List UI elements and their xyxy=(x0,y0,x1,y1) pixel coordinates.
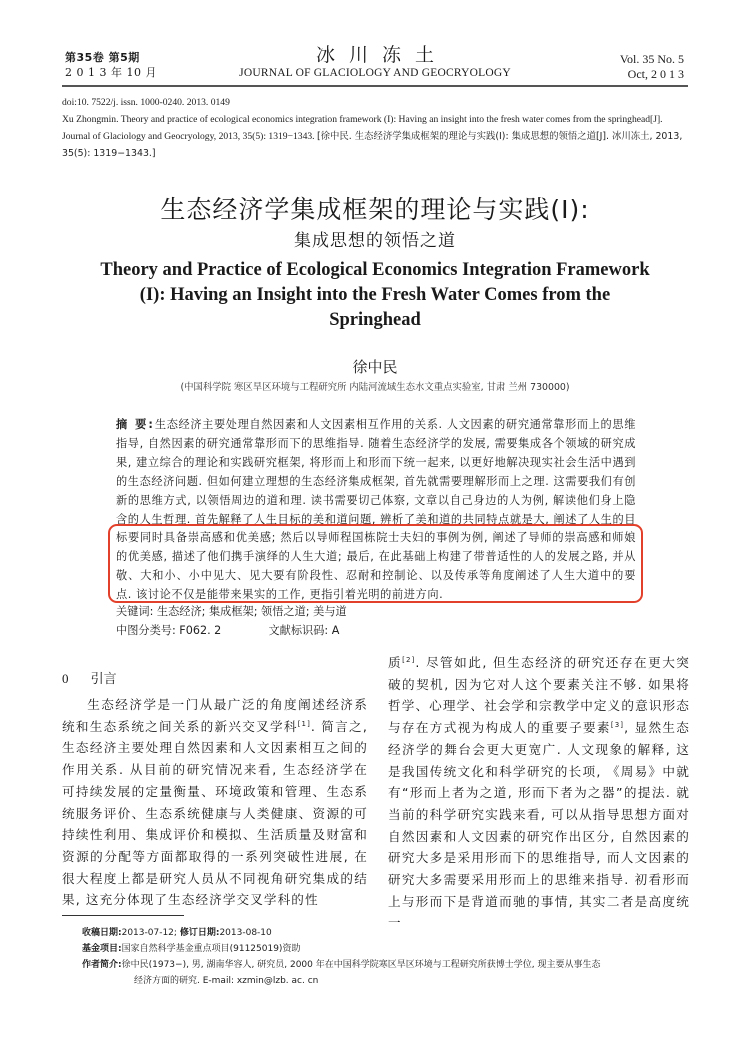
journal-title-en: JOURNAL OF GLACIOLOGY AND GEOCRYOLOGY xyxy=(239,67,511,79)
revised-label: 修订日期: xyxy=(179,928,220,938)
footnote xyxy=(82,925,692,989)
issue-date: 2 0 1 3 年 10 月 xyxy=(65,66,157,79)
bio-text: 徐中民(1973−), 男, 湖南华容人, 研究员, 2000 年在中国科学院寒区旱区环境与工程研究所获博士学位, 现主要从事生态 xyxy=(121,960,601,970)
volume-info-en xyxy=(620,52,684,82)
revised-date: 2013-08-10 xyxy=(219,928,272,938)
volume-issue: 第35卷 第5期 xyxy=(65,51,140,64)
section-title: 引言 xyxy=(90,672,117,687)
body-text: . 简言之, 生态经济主要处理自然因素和人文因素相互之间的作用关系. 从目前的研究情况来看, 生态经济学在可持续发展的定量衡量、环境政策和管理、生态系统服务评价、生态系统健康与人类健康、资源的可持续性利用、集成评价和模拟、生活质量及财富和资源的分配等方面都取得的一系列突破性进展, 在很大程度上都是研究人员从不同视角研究集成的结果, 这充分体现了生态经济学交叉学科的性 xyxy=(62,718,368,908)
section-heading xyxy=(62,668,117,687)
issue-info xyxy=(65,50,157,80)
clc-label: 中图分类号: xyxy=(116,624,176,637)
journal-masthead xyxy=(200,44,550,80)
doc-code-label: 文献标识码: xyxy=(268,624,329,637)
clc-value: F062. 2 xyxy=(179,624,222,637)
subtitle-cn: 集成思想的领悟之道 xyxy=(294,231,456,251)
citation-cn: [徐中民. 生态经济学集成框架的理论与实践(I): 集成思想的领悟之道[J]. 冰川冻土, 2013, 35(5): 1319−1343.] xyxy=(62,131,683,159)
citation-block xyxy=(62,94,692,162)
citation-en: Xu Zhongmin. Theory and practice of ecological economics integration framework (I): Having an insight into the fresh water comes from the springhead[J]. Journal of Glaciology and Geocryology, 2013, 35(5): 1319−1343. xyxy=(62,114,663,142)
reference-link[interactable]: [2] xyxy=(402,655,416,664)
journal-title-cn: 冰川冻土 xyxy=(315,44,448,66)
body-text: 质 xyxy=(388,655,403,670)
body-text: 生态经济学是一门从最广泛的角度阐述经济系统和生态系统之间关系的新兴交叉学科 xyxy=(62,697,368,734)
abstract-text: 生态经济主要处理自然因素和人文因素相互作用的关系. 人文因素的研究通常靠形而上的思维指导, 自然因素的研究通常靠形而下的思维指导. 随着生态经济学的发展, 需要集成各个领域的研究成果, 建立综合的理论和实践研究框架, 将形而上和形而下统一起来, 以更好地解决现实社会生活中遇到的生态经济问题. 但如何建立理想的生态经济集成框架, 首先就需要理解形而上之理. 这需要我们有创新的思维方式, 以领悟周边的道和理. 读书需要切己体察, 文章以自己身边的人为例, 解读他们身上隐含的人生哲理. 首先解释了人生目标的美和道问题, 辨析了美和道的共同特点就是大, 阐述了人生的目标要同时具备崇高感和优美感; 然后以导师程国栋院士夫妇的事例为例, 阐述了导师的崇高感和师娘的优美感, 描述了他们携手演绎的人生大道; 最后, 在此基础上构建了带普适性的人的发展之路, 并从敬、大和小、小中见大、见大要有阶段性、忍耐和控制论、以及传承等角度阐述了人生大道中的要点. 该讨论不仅是能带来果实的工作, 更指引着光明的前进方向. xyxy=(116,418,637,602)
body-column-right xyxy=(388,652,690,934)
keywords-label: 关键词: xyxy=(116,605,154,618)
classification xyxy=(116,622,339,641)
title-en: Theory and Practice of Ecological Economics Integration Framework (I): Having an Insight into the Fresh Water Comes from the Springhead xyxy=(100,260,650,330)
citation-text xyxy=(62,111,692,162)
header-divider xyxy=(62,85,688,87)
body-column-left xyxy=(62,694,368,911)
received-label: 收稿日期: xyxy=(82,928,122,938)
bio-label: 作者简介: xyxy=(82,960,122,970)
body-text: , 显然生态经济学的舞台会更大更宽广. 人文现象的解释, 这是我国传统文化和科学研究的长项, 《周易》中就有“形而上者为之道, 形而下者为之器”的提法. 就当前的科学研究实践来看, 可以从指导思想方面对自然因素和人文因素的研究作出区分, 自然因素的研究大多是采用形而下的思维指导, 而人文因素的研究大多需要采用形而上的思维来指导. 初看形而上与形而下是背道而驰的事情, 其实二者是高度统一 xyxy=(388,720,690,931)
footnote-dates xyxy=(82,925,692,941)
volume-number-en: Vol. 35 No. 5 xyxy=(619,52,684,66)
body-text: . 尽管如此, 但生态经济的研究还存在更大突破的契机, 因为它对人这个要素关注不够. 如果将哲学、心理学、社会学和宗教学中定义的意识形态与存在方式视为构成人的重要子要素 xyxy=(388,655,690,736)
fund-value: 国家自然科学基金重点项目(91125019)资助 xyxy=(121,944,301,954)
keywords xyxy=(116,603,347,622)
title-cn: 生态经济学集成框架的理论与实践(I): xyxy=(160,195,590,224)
highlight-annotation-box xyxy=(108,524,643,603)
footnote-fund xyxy=(82,941,692,957)
reference-link[interactable]: [1] xyxy=(297,719,311,728)
section-number: 0 xyxy=(62,671,69,686)
footnote-bio-cont: 经济方面的研究. E-mail: xzmin@lzb. ac. cn xyxy=(134,976,319,986)
reference-link[interactable]: [3] xyxy=(610,720,625,729)
doc-code-value: A xyxy=(331,624,340,637)
author-name: 徐中民 xyxy=(352,358,398,376)
abstract-label: 摘 要: xyxy=(116,418,155,431)
footnote-bio xyxy=(82,957,692,973)
keywords-value: 生态经济; 集成框架; 领悟之道; 美与道 xyxy=(156,605,347,618)
issue-date-en: Oct, 2 0 1 3 xyxy=(627,67,684,81)
doi[interactable]: doi:10. 7522/j. issn. 1000-0240. 2013. 0149 xyxy=(62,97,230,108)
fund-label: 基金项目: xyxy=(82,944,122,954)
footnote-divider xyxy=(62,915,184,916)
received-date: 2013-07-12; xyxy=(121,928,177,938)
author-affiliation: (中国科学院 寒区旱区环境与工程研究所 内陆河流域生态水文重点实验室, 甘肃 兰州 730000) xyxy=(180,382,570,393)
